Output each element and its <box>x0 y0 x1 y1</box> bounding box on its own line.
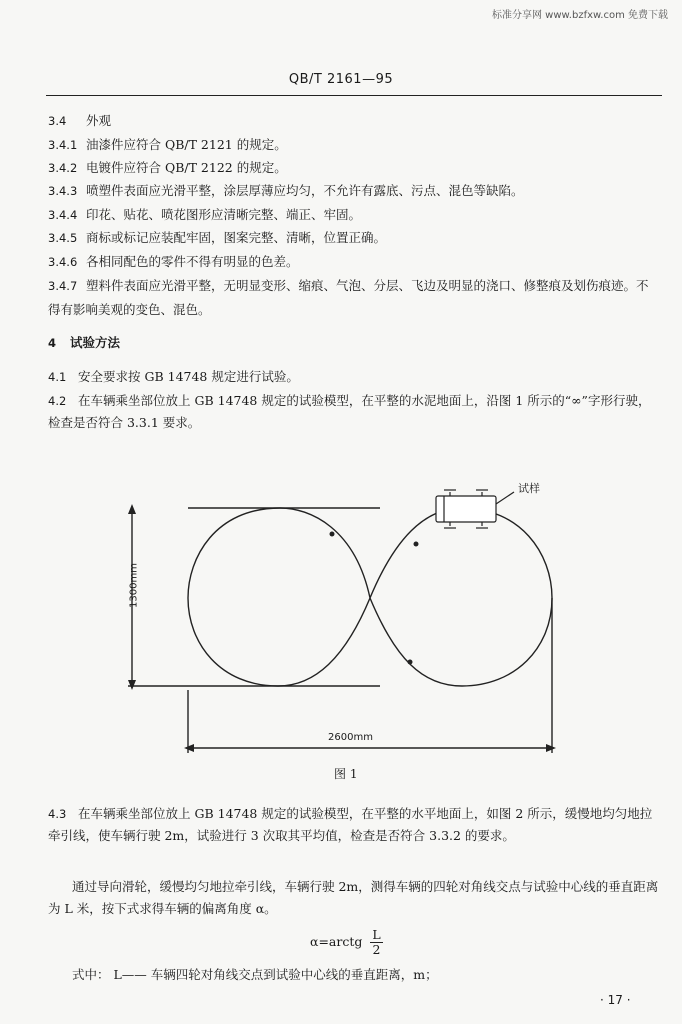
section-title: 试验方法 <box>70 335 121 350</box>
clause-number: 3.4.4 <box>48 208 78 222</box>
clause-text: 在车辆乘坐部位放上 GB 14748 规定的试验模型，在平整的水平地面上，如图 2 所示，缓慢地均匀地拉牵引线，使车辆行驶 2m，试验进行 3 次取其平均值，检查是否符合 3.3.2 的要求。 <box>48 806 653 843</box>
clause-text: 各相同配色的零件不得有明显的色差。 <box>86 254 299 269</box>
header-rule <box>46 95 662 96</box>
section-number: 4 <box>48 336 57 350</box>
formula-where-clause: 式中： L—— 车辆四轮对角线交点到试验中心线的垂直距离，m； <box>72 967 438 982</box>
figure-eight-svg <box>110 468 580 758</box>
track-marker-dot <box>414 542 419 547</box>
section-heading-3-4 <box>48 112 111 130</box>
formula-fraction <box>370 928 382 957</box>
test-sample-box <box>436 496 496 522</box>
clause-3-4-1 <box>48 136 287 154</box>
clause-text: 塑料件表面应光滑平整，无明显变形、缩痕、气泡、分层、飞边及明显的浇口、修整痕及划伤痕迹。不得有影响美观的变色、混色。 <box>48 278 649 317</box>
width-label: 2600mm <box>328 732 373 743</box>
track-marker-dot <box>408 660 413 665</box>
arrow-left-icon <box>184 744 194 752</box>
clause-number: 3.4.1 <box>48 138 78 152</box>
document-code: QB/T 2161—95 <box>288 72 394 87</box>
page-number: · 17 · <box>600 993 631 1007</box>
clause-3-4-6 <box>48 253 299 271</box>
clause-number: 3.4.5 <box>48 231 78 245</box>
arrow-up-icon <box>128 504 136 514</box>
clause-4-1 <box>48 368 299 386</box>
formula-lhs: α=arctg <box>310 934 363 949</box>
section-number: 3.4 <box>48 114 67 128</box>
clause-3-4-2 <box>48 159 287 177</box>
clause-4-2 <box>48 390 660 434</box>
section-heading-4 <box>48 334 120 352</box>
clause-number: 4.1 <box>48 370 67 384</box>
formula-numerator: L <box>372 927 381 942</box>
clause-3-4-5 <box>48 229 386 247</box>
clause-3-4-3 <box>48 182 524 200</box>
clause-text: 油漆件应符合 QB/T 2121 的规定。 <box>86 137 287 152</box>
clause-4-3 <box>48 803 660 847</box>
deviation-paragraph: 通过导向滑轮，缓慢均匀地拉牵引线，车辆行驶 2m，测得车辆的四轮对角线交点与试验中心线的垂直距离为 L 米，按下式求得车辆的偏离角度 α。 <box>48 879 659 916</box>
figure-1-track-diagram <box>110 468 580 758</box>
clause-3-4-4 <box>48 206 361 224</box>
clause-text: 喷塑件表面应光滑平整，涂层厚薄应均匀，不允许有露底、污点、混色等缺陷。 <box>86 183 524 198</box>
deviation-formula <box>310 928 383 957</box>
clause-3-4-7 <box>48 274 660 321</box>
clause-text: 印花、贴花、喷花图形应清晰完整、端正、牢固。 <box>86 207 362 222</box>
clause-text: 商标或标记应装配牢固，图案完整、清晰，位置正确。 <box>86 230 387 245</box>
section-title: 外观 <box>86 113 112 128</box>
clause-text: 在车辆乘坐部位放上 GB 14748 规定的试验模型，在平整的水泥地面上，沿图 1 所示的“∞”字形行驶，检查是否符合 3.3.1 要求。 <box>48 393 651 430</box>
figure-eight-path <box>188 508 552 686</box>
clause-number: 4.3 <box>48 807 67 821</box>
clause-number: 4.2 <box>48 394 67 408</box>
clause-number: 3.4.7 <box>48 279 78 293</box>
arrow-down-icon <box>128 680 136 690</box>
height-label: 1300mm <box>128 563 140 608</box>
arrow-right-icon <box>546 744 556 752</box>
sample-label: 试样 <box>518 482 540 495</box>
track-marker-dot <box>330 532 335 537</box>
clause-text: 安全要求按 GB 14748 规定进行试验。 <box>78 369 299 384</box>
sample-leader-line <box>496 492 514 504</box>
clause-text: 电镀件应符合 QB/T 2122 的规定。 <box>86 160 287 175</box>
formula-denominator: 2 <box>372 942 381 957</box>
clause-number: 3.4.6 <box>48 255 78 269</box>
figure-caption: 图 1 <box>334 767 358 781</box>
clause-number: 3.4.3 <box>48 184 78 198</box>
clause-number: 3.4.2 <box>48 161 78 175</box>
watermark-text: 标准分享网 www.bzfxw.com 免费下载 <box>492 10 668 21</box>
